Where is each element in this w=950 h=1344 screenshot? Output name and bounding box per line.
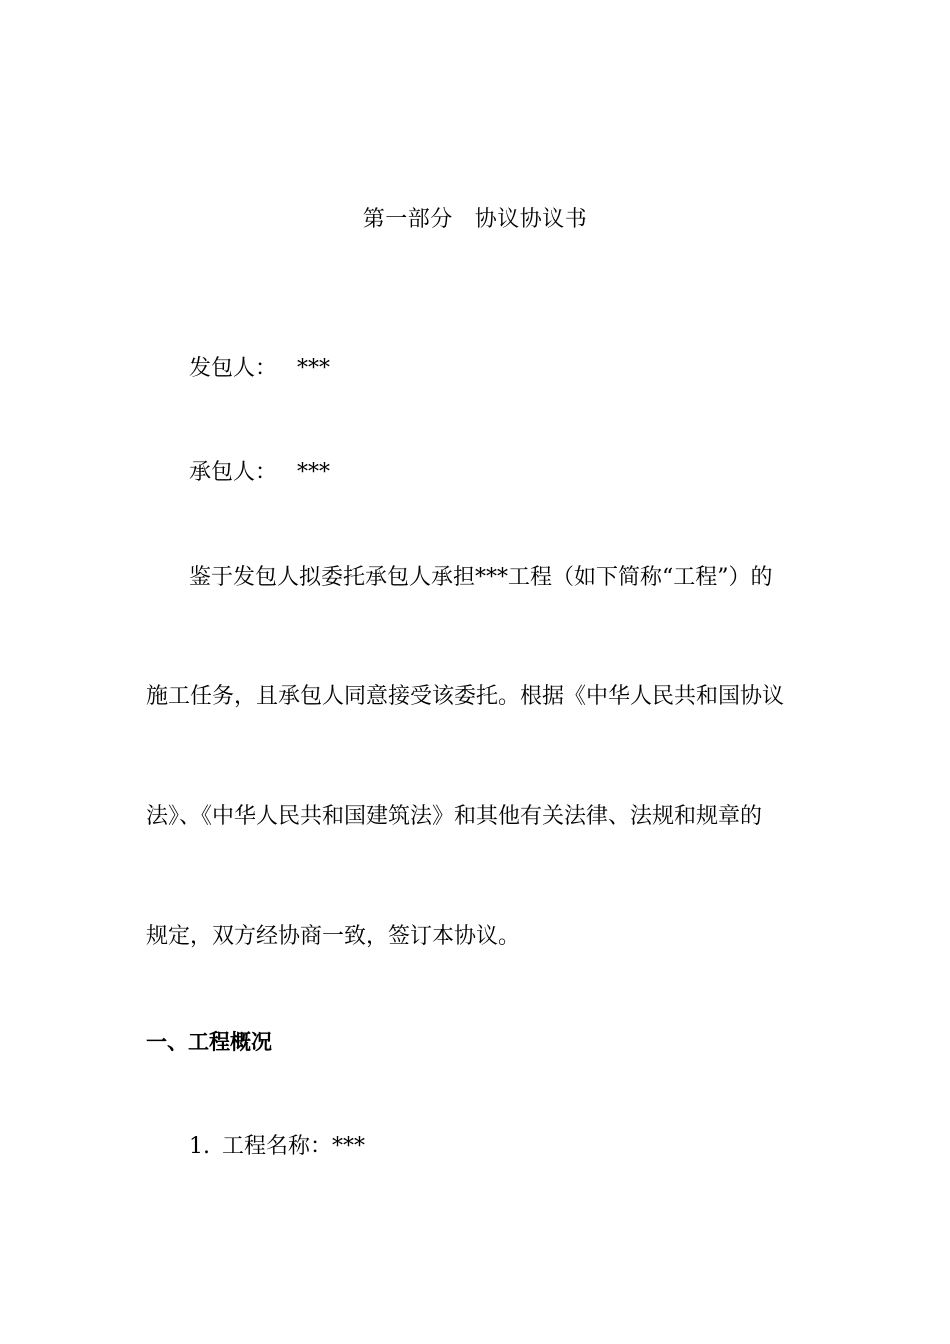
employer-label: 发包人： xyxy=(189,356,278,381)
paragraph-line-2: 施工任务，且承包人同意接受该委托。根据《中华人民共和国协议 xyxy=(146,684,785,709)
contractor-value: *** xyxy=(297,460,331,485)
paragraph-line-4: 规定，双方经协商一致，签订本协议。 xyxy=(146,924,521,949)
employer-value: *** xyxy=(297,356,331,381)
section-heading: 一、工程概况 xyxy=(146,1030,272,1054)
employer-line xyxy=(189,354,330,384)
list-item xyxy=(189,1132,365,1162)
title-name: 协议协议书 xyxy=(474,207,588,232)
title-part: 第一部分 xyxy=(362,207,453,232)
page-title xyxy=(0,205,950,235)
paragraph-line-3: 法》、《中华人民共和国建筑法》和其他有关法律、法规和规章的 xyxy=(146,804,763,829)
contractor-line xyxy=(189,458,330,488)
contractor-label: 承包人： xyxy=(189,460,278,485)
list-item-text: 工程名称：*** xyxy=(222,1134,366,1159)
paragraph-line-1: 鉴于发包人拟委托承包人承担***工程（如下简称“工程”）的 xyxy=(189,565,773,590)
list-item-number: 1. xyxy=(189,1134,210,1159)
